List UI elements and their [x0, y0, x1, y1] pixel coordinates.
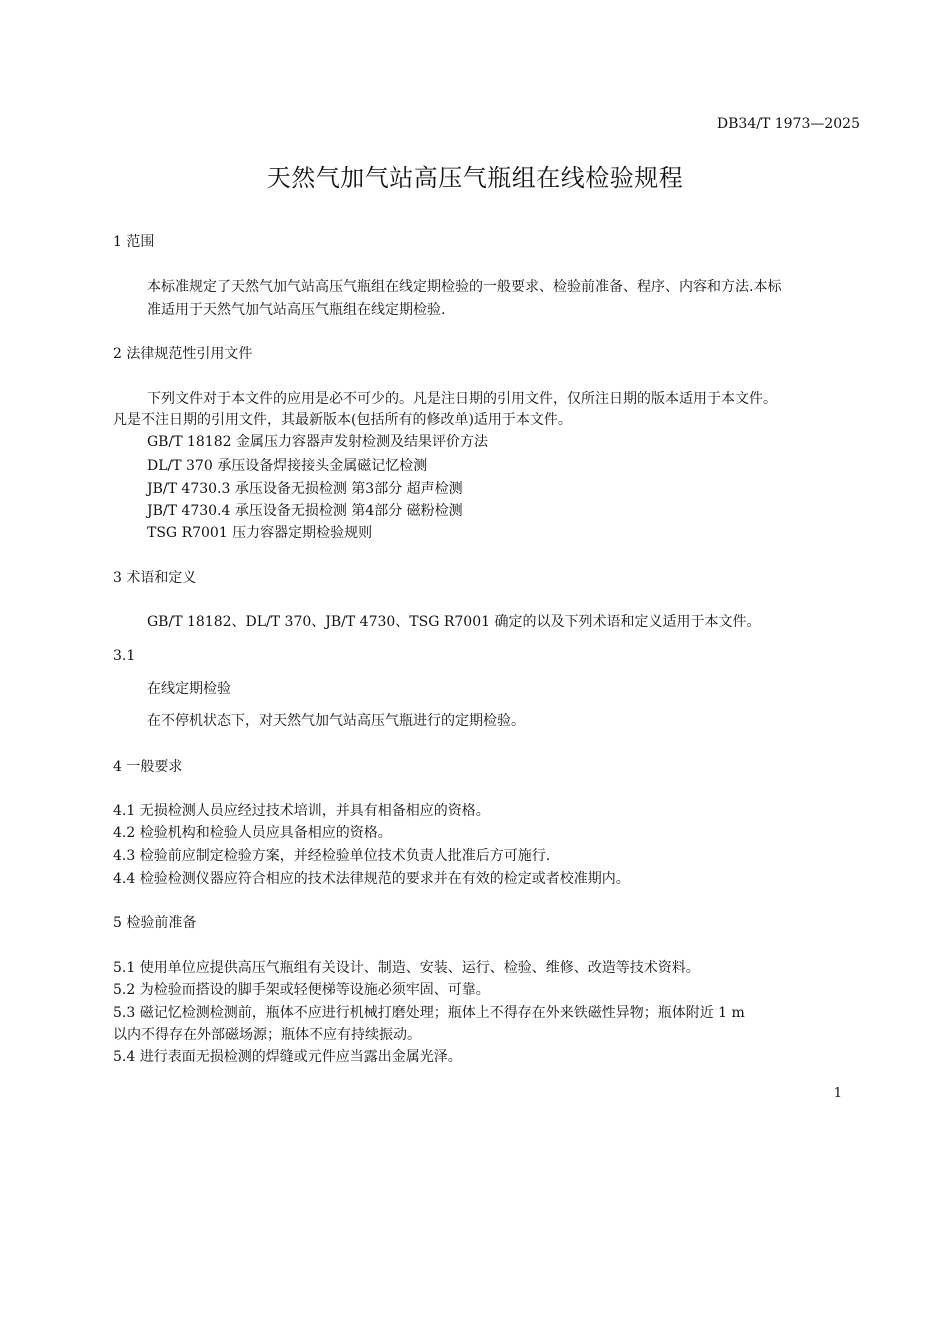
- preparation-item: 5.2 为检验而搭设的脚手架或轻便梯等设施必须牢固、可靠。: [113, 982, 490, 998]
- requirement-item: 4.4 检验检测仪器应符合相应的技术法律规范的要求并在有效的检定或者校准期内。: [113, 871, 630, 887]
- preparation-item: 5.1 使用单位应提供高压气瓶组有关设计、制造、安装、运行、检验、维修、改造等技术资料。: [113, 960, 700, 976]
- reference-item: JB/T 4730.4 承压设备无损检测 第4部分 磁粉检测: [147, 503, 463, 519]
- term-definition: 在不停机状态下，对天然气加气站高压气瓶进行的定期检验。: [147, 713, 525, 729]
- reference-item: JB/T 4730.3 承压设备无损检测 第3部分 超声检测: [147, 481, 463, 497]
- section-4-heading: 4 一般要求: [113, 759, 183, 775]
- term-name: 在线定期检验: [147, 681, 231, 697]
- section-3-heading: 3 术语和定义: [113, 570, 197, 586]
- reference-item: DL/T 370 承压设备焊接接头金属磁记忆检测: [147, 458, 428, 474]
- requirement-item: 4.1 无损检测人员应经过技术培训，并具有相备相应的资格。: [113, 803, 490, 819]
- section-1-paragraph-line-2: 准适用于天然气加气站高压气瓶组在线定期检验.: [147, 302, 446, 318]
- preparation-item-line-1: 5.3 磁记忆检测检测前，瓶体不应进行机械打磨处理；瓶体上不得存在外来铁磁性异物；瓶体附近 1 m: [113, 1005, 745, 1021]
- requirement-item: 4.3 检验前应制定检验方案，并经检验单位技术负责人批准后方可施行.: [113, 848, 551, 864]
- standard-number: DB34/T 1973—2025: [716, 116, 860, 132]
- preparation-item-line-2: 以内不得存在外部磁场源；瓶体不应有持续振动。: [113, 1027, 421, 1043]
- section-5-heading: 5 检验前准备: [113, 915, 197, 931]
- section-1-heading: 1 范围: [113, 234, 155, 250]
- reference-item: GB/T 18182 金属压力容器声发射检测及结果评价方法: [147, 434, 488, 450]
- reference-item: TSG R7001 压力容器定期检验规则: [147, 525, 373, 541]
- document-title: 天然气加气站高压气瓶组在线检验规程: [266, 164, 684, 192]
- section-2-intro-line-1: 下列文件对于本文件的应用是必不可少的。凡是注日期的引用文件，仅所注日期的版本适用于本文件。: [147, 391, 777, 407]
- preparation-item: 5.4 进行表面无损检测的焊缝或元件应当露出金属光泽。: [113, 1049, 462, 1065]
- section-2-intro-line-2: 凡是不注日期的引用文件，其最新版本(包括所有的修改单)适用于本文件。: [113, 412, 572, 428]
- term-number: 3.1: [113, 648, 136, 664]
- section-2-heading: 2 法律规范性引用文件: [113, 346, 253, 362]
- section-1-paragraph-line-1: 本标准规定了天然气加气站高压气瓶组在线定期检验的一般要求、检验前准备、程序、内容和方法.本标: [147, 279, 782, 295]
- requirement-item: 4.2 检验机构和检验人员应具备相应的资格。: [113, 825, 392, 841]
- page-number: 1: [833, 1086, 842, 1101]
- section-3-intro: GB/T 18182、DL/T 370、JB/T 4730、TSG R7001 确定的以及下列术语和定义适用于本文件。: [147, 614, 761, 630]
